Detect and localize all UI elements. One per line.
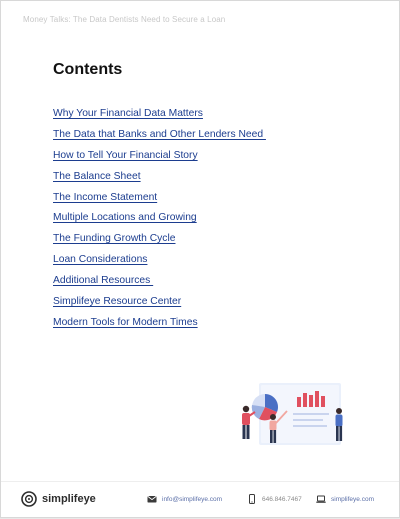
toc-link-funding-growth-cycle[interactable]: The Funding Growth Cycle — [53, 233, 176, 245]
simplifeye-logo-icon — [21, 491, 37, 507]
toc-item — [53, 147, 266, 168]
toc-link-multiple-locations[interactable]: Multiple Locations and Growing — [53, 212, 197, 224]
toc-link-income-statement[interactable]: The Income Statement — [53, 191, 158, 203]
toc-link-additional-resources[interactable]: Additional Resources — [53, 275, 154, 287]
toc-link-data-banks-need[interactable]: The Data that Banks and Other Lenders Need — [53, 128, 266, 140]
toc-item — [53, 209, 266, 230]
email-link[interactable]: info@simplifeye.com — [162, 495, 223, 503]
contact-phone — [247, 494, 302, 504]
page-footer — [1, 481, 399, 517]
document-page — [1, 1, 399, 517]
toc-item — [53, 251, 266, 272]
toc-item — [53, 293, 266, 314]
toc-item — [53, 230, 266, 251]
contact-website — [316, 494, 374, 504]
website-link[interactable]: simplifeye.com — [331, 495, 374, 503]
toc-item — [53, 272, 266, 293]
toc-link-resource-center[interactable]: Simplifeye Resource Center — [53, 296, 182, 308]
toc-item — [53, 314, 266, 335]
laptop-icon — [316, 494, 326, 504]
envelope-icon — [147, 494, 157, 504]
toc-link-financial-data-matters[interactable]: Why Your Financial Data Matters — [53, 108, 203, 119]
phone-icon — [247, 494, 257, 504]
toc-link-balance-sheet[interactable]: The Balance Sheet — [53, 170, 141, 182]
team-analytics-illustration — [229, 379, 359, 459]
contents-heading: Contents — [53, 61, 123, 78]
running-header: Money Talks: The Data Dentists Need to Secure a Loan — [23, 15, 226, 24]
toc-item — [53, 189, 266, 210]
toc-link-loan-considerations[interactable]: Loan Considerations — [53, 254, 148, 266]
toc-link-financial-story[interactable]: How to Tell Your Financial Story — [53, 149, 198, 161]
toc-link-modern-tools[interactable]: Modern Tools for Modern Times — [53, 316, 198, 328]
simplifeye-logo[interactable] — [21, 491, 96, 507]
logo-wordmark: simplifeye — [42, 493, 96, 505]
toc-item — [53, 168, 266, 189]
table-of-contents — [53, 105, 266, 335]
phone-number: 646.846.7467 — [262, 495, 302, 503]
contact-email — [147, 494, 222, 504]
toc-item — [53, 126, 266, 147]
toc-item — [53, 105, 266, 126]
